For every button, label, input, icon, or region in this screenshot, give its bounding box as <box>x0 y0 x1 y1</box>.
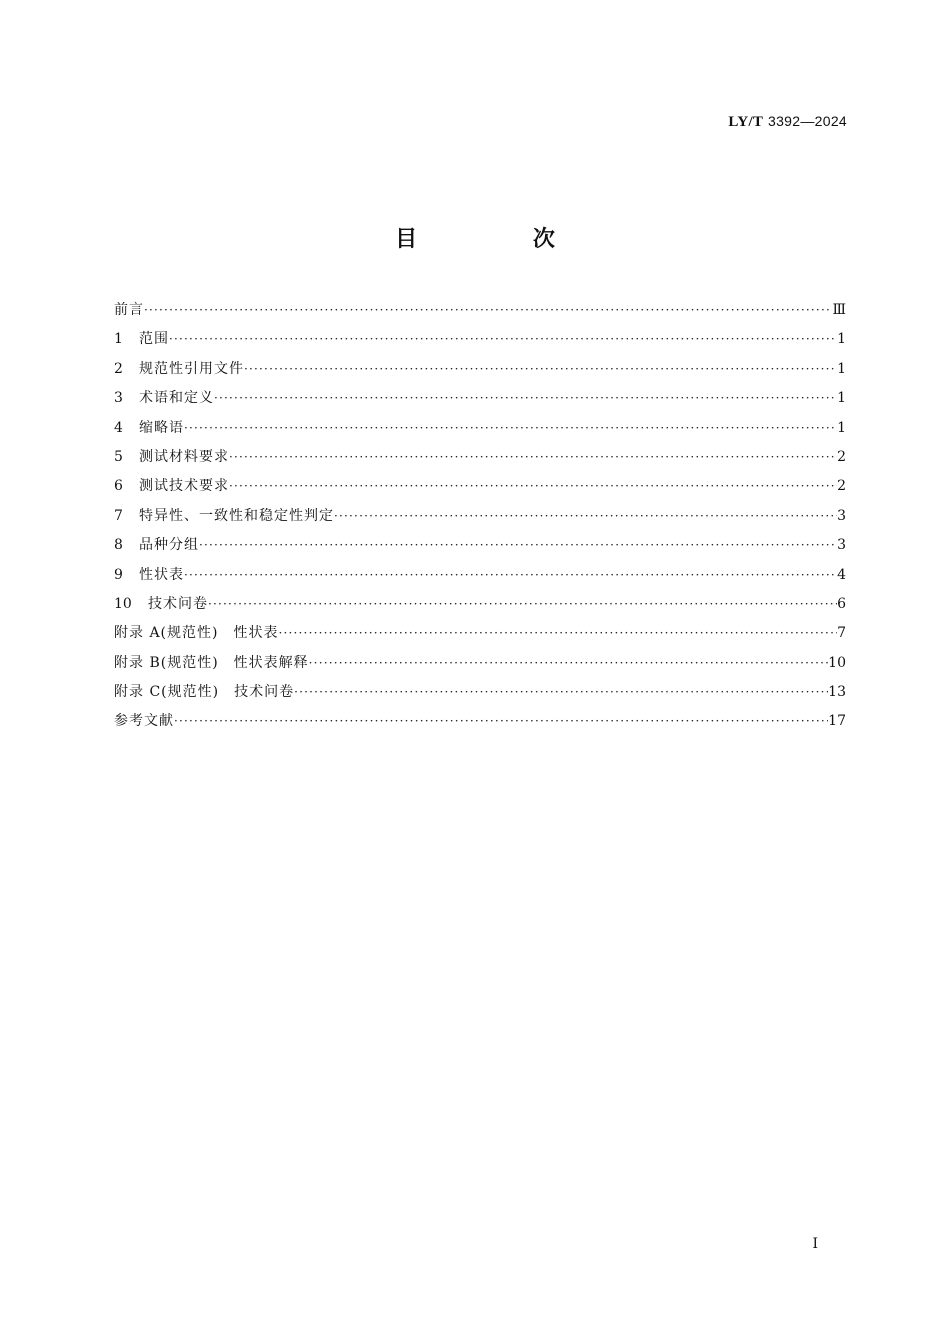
toc-leader-dots <box>229 472 837 501</box>
toc-entry-number: 8 <box>114 537 123 554</box>
toc-leader-dots <box>208 590 837 619</box>
toc-entry-number: 2 <box>114 360 123 377</box>
toc-entry-page: 2 <box>837 448 846 465</box>
toc-entry-page: Ⅲ <box>832 302 846 318</box>
toc-entry-number: 4 <box>114 419 123 436</box>
toc-entry-page: 1 <box>837 360 846 377</box>
toc-entry-page: 10 <box>828 654 846 671</box>
toc-leader-dots <box>309 649 829 678</box>
toc-entry[interactable] <box>114 590 846 619</box>
toc-entry-label: 参考文献 <box>114 713 174 730</box>
toc-leader-dots <box>184 414 837 443</box>
toc-entry-label: 特异性、一致性和稳定性判定 <box>139 507 334 524</box>
toc-entry-label: 性状表 <box>139 566 184 583</box>
toc-leader-dots <box>278 619 837 648</box>
toc-entry-label: 技术问卷 <box>148 595 208 612</box>
toc-entry-number: 9 <box>114 566 123 583</box>
toc-entry-page: 6 <box>837 595 846 612</box>
toc-entry[interactable] <box>114 355 846 384</box>
toc-entry-number: 1 <box>114 331 123 348</box>
toc-entry-label: 缩略语 <box>139 419 184 436</box>
standard-number: 3392—2024 <box>768 113 847 129</box>
toc-entry-label: 前言 <box>114 302 144 318</box>
toc-entry-label: 测试材料要求 <box>139 448 229 465</box>
toc-entry-label: 术语和定义 <box>139 390 214 407</box>
toc-leader-dots <box>214 384 837 413</box>
toc-entry[interactable] <box>114 561 846 590</box>
toc-entry-number: 6 <box>114 478 123 495</box>
toc-entry-number: 5 <box>114 448 123 465</box>
toc-leader-dots <box>229 443 837 472</box>
toc-entry-label: 测试技术要求 <box>139 478 229 495</box>
toc-entry-page: 17 <box>828 713 846 730</box>
toc-entry[interactable] <box>114 384 846 413</box>
toc-entry-label: 附录 A(规范性) 性状表 <box>114 625 279 642</box>
toc-entry[interactable] <box>114 707 846 736</box>
toc-entry-number: 7 <box>114 507 123 524</box>
toc-entry-page: 1 <box>837 419 846 436</box>
standard-code <box>728 113 847 131</box>
toc-entry[interactable] <box>114 502 846 531</box>
toc-entry[interactable] <box>114 325 846 354</box>
toc-leader-dots <box>294 678 828 707</box>
toc-entry-label: 附录 B(规范性) 性状表解释 <box>114 654 309 671</box>
toc-entry-label: 品种分组 <box>139 537 199 554</box>
toc-entry-page: 3 <box>837 507 846 524</box>
toc-entry[interactable] <box>114 531 846 560</box>
toc-entry-page: 13 <box>828 684 846 701</box>
toc-leader-dots <box>174 707 828 736</box>
toc-entry-number: 3 <box>114 390 123 407</box>
toc-entry-page: 1 <box>837 390 846 407</box>
toc-entry-page: 3 <box>837 537 846 554</box>
toc-leader-dots <box>144 296 832 325</box>
toc-entry[interactable] <box>114 443 846 472</box>
toc-entry[interactable] <box>114 678 846 707</box>
toc-leader-dots <box>169 325 837 354</box>
toc-entry[interactable] <box>114 414 846 443</box>
toc-entry-number: 10 <box>114 595 132 612</box>
toc-entry-page: 1 <box>837 331 846 348</box>
toc-entry-page: 4 <box>837 566 846 583</box>
toc-leader-dots <box>244 355 837 384</box>
page-title: 目 次 <box>395 227 609 252</box>
toc-entry-page: 7 <box>837 625 846 642</box>
page-number: Ⅰ <box>812 1236 818 1252</box>
toc-entry-label: 规范性引用文件 <box>139 360 244 377</box>
standard-prefix: LY/T <box>728 114 764 130</box>
toc-entry[interactable] <box>114 472 846 501</box>
toc-entry-page: 2 <box>837 478 846 495</box>
toc-leader-dots <box>199 531 837 560</box>
toc-leader-dots <box>184 561 837 590</box>
toc-entry-label: 附录 C(规范性) 技术问卷 <box>114 684 295 701</box>
toc-entry-label: 范围 <box>139 331 169 348</box>
table-of-contents <box>114 296 846 737</box>
toc-entry[interactable] <box>114 296 846 325</box>
toc-entry[interactable] <box>114 649 846 678</box>
toc-entry[interactable] <box>114 619 846 648</box>
toc-leader-dots <box>334 502 837 531</box>
